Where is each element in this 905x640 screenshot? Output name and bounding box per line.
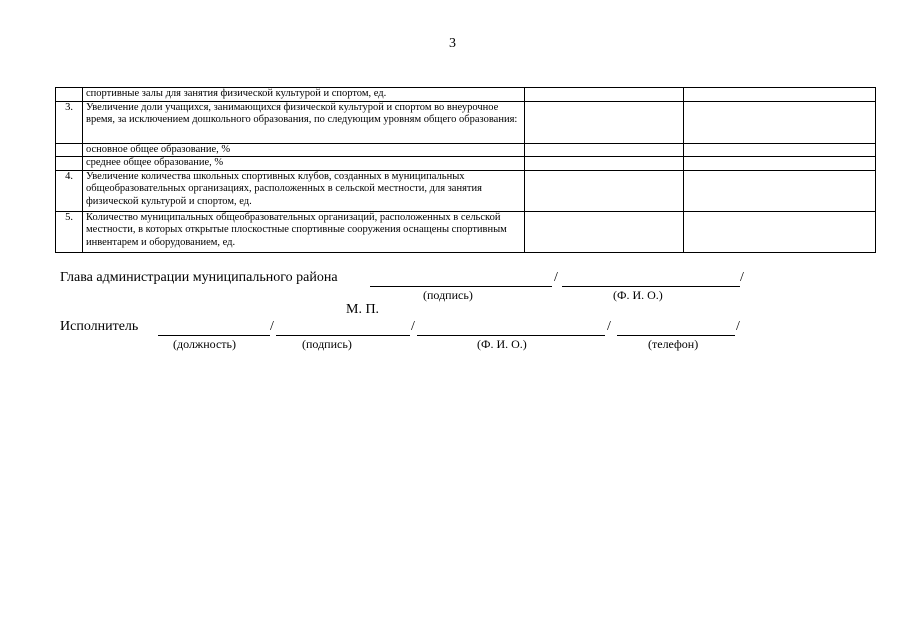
row-value-cell xyxy=(684,170,876,211)
executor-name-line xyxy=(417,335,605,336)
row-value-cell xyxy=(684,88,876,102)
row-indicator-text: Увеличение количества школьных спортивных клубов, созданных в муниципальных общеобразовательных организациях, расположенных в сельской местности, для занятия физической культурой и спортом, ед. xyxy=(83,170,525,211)
row-value-cell xyxy=(684,101,876,143)
table-row xyxy=(56,88,876,102)
executor-position-slash: / xyxy=(270,319,274,334)
row-number xyxy=(56,143,83,157)
row-value-cell xyxy=(525,157,684,171)
executor-signature-caption: (подпись) xyxy=(302,337,352,351)
executor-name-caption: (Ф. И. О.) xyxy=(477,337,527,351)
head-signature-caption: (подпись) xyxy=(423,288,473,302)
indicators-table xyxy=(55,87,876,253)
executor-signature-line xyxy=(276,335,410,336)
head-signature-label: Глава администрации муниципального района xyxy=(60,270,338,285)
row-number: 5. xyxy=(56,211,83,252)
stamp-place: М. П. xyxy=(346,302,380,317)
row-number: 4. xyxy=(56,170,83,211)
page-number: 3 xyxy=(449,36,456,51)
row-indicator-text: спортивные залы для занятия физической культурой и спортом, ед. xyxy=(83,88,525,102)
head-name-slash: / xyxy=(740,270,744,285)
row-number xyxy=(56,157,83,171)
row-value-cell xyxy=(684,143,876,157)
table-row xyxy=(56,157,876,171)
executor-phone-slash: / xyxy=(736,319,740,334)
row-value-cell xyxy=(525,170,684,211)
row-indicator-text: среднее общее образование, % xyxy=(83,157,525,171)
row-number xyxy=(56,88,83,102)
row-indicator-text: Увеличение доли учащихся, занимающихся физической культурой и спортом во внеурочное время, за исключением дошкольного образования, по следующим уровням общего образования: xyxy=(83,101,525,143)
row-value-cell xyxy=(525,88,684,102)
head-signature-slash: / xyxy=(554,270,558,285)
executor-label: Исполнитель xyxy=(60,319,139,334)
head-signature-line xyxy=(370,286,552,287)
row-value-cell xyxy=(525,143,684,157)
row-indicator-text: основное общее образование, % xyxy=(83,143,525,157)
executor-position-caption: (должность) xyxy=(173,337,236,351)
table-row xyxy=(56,211,876,252)
table-row xyxy=(56,101,876,143)
executor-position-line xyxy=(158,335,270,336)
head-name-line xyxy=(562,286,740,287)
executor-signature-slash: / xyxy=(411,319,415,334)
row-value-cell xyxy=(525,211,684,252)
head-name-caption: (Ф. И. О.) xyxy=(613,288,663,302)
executor-phone-caption: (телефон) xyxy=(648,337,699,351)
row-number: 3. xyxy=(56,101,83,143)
table-row xyxy=(56,170,876,211)
executor-phone-line xyxy=(617,335,735,336)
row-indicator-text: Количество муниципальных общеобразовательных организаций, расположенных в сельской местности, в которых открытые плоскостные спортивные сооружения оснащены спортивным инвентарем и оборудованием, ед. xyxy=(83,211,525,252)
table-row xyxy=(56,143,876,157)
row-value-cell xyxy=(684,211,876,252)
row-value-cell xyxy=(525,101,684,143)
row-value-cell xyxy=(684,157,876,171)
executor-name-slash: / xyxy=(607,319,611,334)
